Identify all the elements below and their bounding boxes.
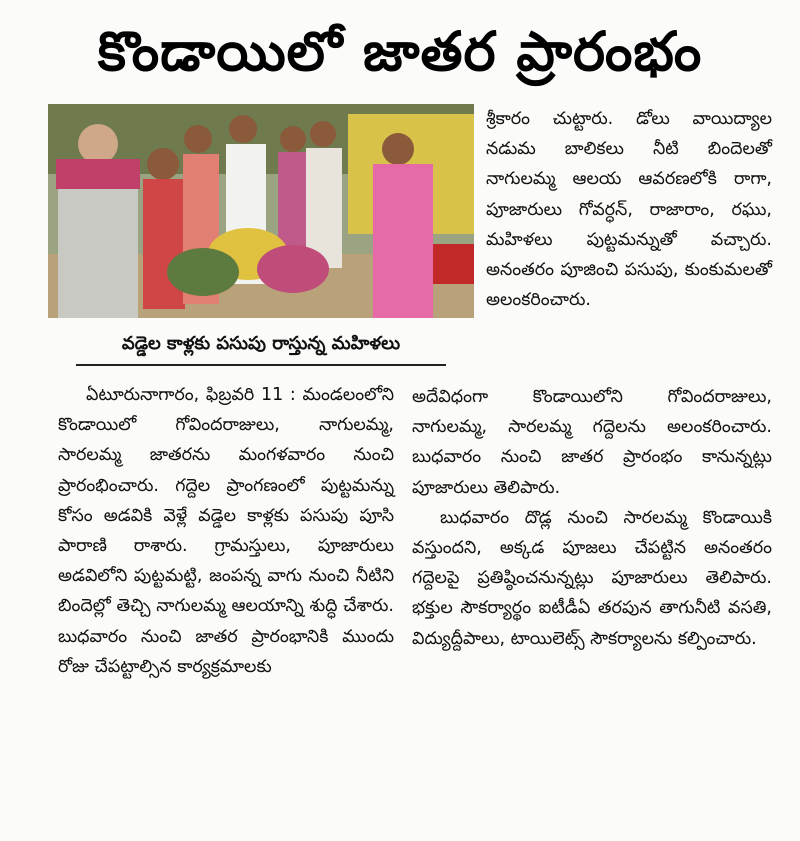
article-paragraph: శ్రీకారం చుట్టారు. డోలు వాయిద్యాల నడుమ బాలికలు నీటి బిందెలతో నాగులమ్మ ఆలయ ఆవరణలోకి రాగా, పూజారులు గోవర్ధన్, రాజారాం, రఘు, మహిళలు పుట్టమన్నుతో వచ్చారు. అనంతరం పూజించి పసుపు, కుంకుమలతో అలంకరించారు. — [486, 109, 772, 311]
article-paragraph: అదేవిధంగా కొండాయిలోని గోవిందరాజులు, నాగులమ్మ, సారలమ్మ గద్దెలను అలంకరించారు. బుధవారం నుంచి జాతర ప్రారంభం కానున్నట్లు పూజారులు తెలిపారు. — [412, 387, 772, 498]
photo-caption: వడ్డెల కాళ్లకు పసుపు రాస్తున్న మహిళలు — [121, 333, 401, 354]
article-paragraph: ఏటూరునాగారం, ఫిబ్రవరి 11 : మండలంలోని కొండాయిలో గోవిందరాజులు, నాగులమ్మ, సారలమ్మ జాతరను మంగళవారం నుంచి ప్రారంభించారు. గద్దెల ప్రాంగణంలో పుట్టమన్ను కోసం అడవికి వెళ్లే వడ్డెల కాళ్లకు పసుపు పూసి పారాణి రాశారు. గ్రామస్తులు, పూజారులు అడవిలోని పుట్టమట్టి, జంపన్న వాగు నుంచి నీటిని బిందెల్లో తెచ్చి నాగులమ్మ ఆలయాన్ని శుద్ధి చేశారు. బుధవారం నుంచి జాతర ప్రారంభానికి ముందు రోజు చేపట్టాల్సిన కార్యక్రమాలకు — [58, 385, 394, 677]
photo-of-women-painting-turmeric-on-stones — [48, 104, 474, 318]
article-column-right-top — [486, 104, 772, 315]
headline: కొండాయిలో జాతర ప్రారంభం — [97, 20, 703, 83]
article-column-right-bottom — [412, 382, 772, 654]
caption-underline — [76, 364, 446, 366]
news-photo — [48, 104, 474, 318]
article-paragraph: బుధవారం దొడ్ల నుంచి సారలమ్మ కొండాయికి వస్తుందని, అక్కడ పూజలు చేపట్టిన అనంతరం గద్దెలపై ప్రతిష్ఠించనున్నట్లు పూజారులు తెలిపారు. భక్తుల సౌకర్యార్థం ఐటీడీఏ తరపున తాగునీటి వసతి, విద్యుద్దీపాలు, టాయిలెట్స్ సౌకర్యాలను కల్పించారు. — [412, 507, 772, 649]
article-column-left — [58, 380, 394, 682]
